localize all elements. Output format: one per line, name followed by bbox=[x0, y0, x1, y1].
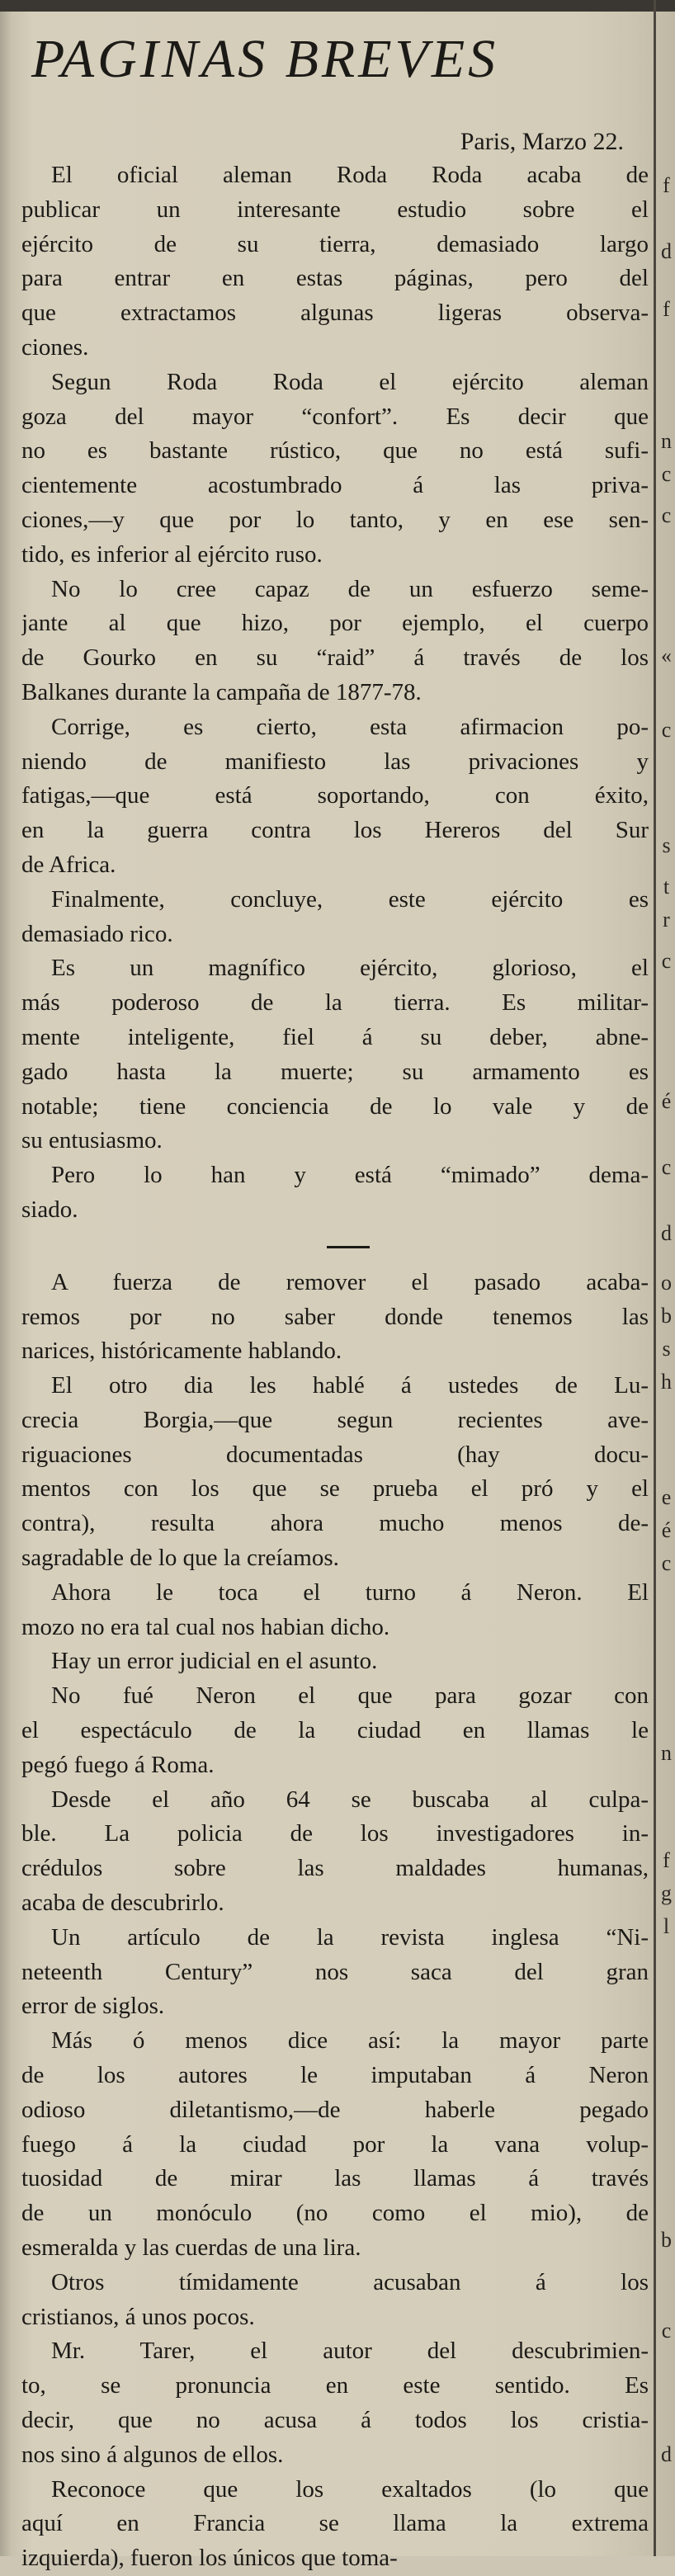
text-line: esmeralda y las cuerdas de una lira. bbox=[21, 2234, 361, 2262]
text-line: error de siglos. bbox=[21, 1993, 165, 2020]
margin-fragment: s bbox=[662, 1337, 671, 1361]
margin-fragment: c bbox=[661, 462, 672, 486]
text-line: No lo cree capaz de un esfuerzo seme- bbox=[51, 575, 649, 602]
paragraph bbox=[21, 2334, 649, 2472]
text-line: aquí en Francia se llama la extrema bbox=[21, 2510, 649, 2537]
text-line: en la guerra contra los Hereros del Sur bbox=[21, 817, 649, 844]
text-line: pegó fuego á Roma. bbox=[21, 1751, 215, 1778]
text-line: que extractamos algunas ligeras observa- bbox=[21, 300, 649, 327]
text-line: su entusiasmo. bbox=[21, 1127, 163, 1154]
text-line: El otro dia les hablé á ustedes de Lu- bbox=[51, 1372, 649, 1399]
text-line: de Africa. bbox=[21, 851, 116, 878]
margin-fragment: é bbox=[661, 1089, 672, 1113]
text-line: cientemente acostumbrado á las priva- bbox=[21, 472, 649, 499]
text-line: Mr. Tarer, el autor del descubrimien- bbox=[51, 2338, 649, 2365]
text-line: goza del mayor “confort”. Es decir que bbox=[21, 403, 649, 430]
margin-fragment: r bbox=[663, 908, 670, 932]
text-line: demasiado rico. bbox=[21, 920, 173, 947]
margin-fragment: é bbox=[661, 1518, 672, 1542]
text-line: Corrige, es cierto, esta afirmacion po- bbox=[51, 713, 649, 740]
text-line: para entrar en estas páginas, pero del bbox=[21, 265, 649, 292]
text-line: Desde el año 64 se buscaba al culpa- bbox=[51, 1786, 649, 1813]
text-line: de los autores le imputaban á Neron bbox=[21, 2062, 649, 2089]
paragraph bbox=[21, 951, 649, 1158]
text-line: Más ó menos dice así: la mayor parte bbox=[51, 2027, 649, 2055]
text-line: fuego á la ciudad por la vana volup- bbox=[21, 2130, 649, 2158]
text-line: Ahora le toca el turno á Neron. El bbox=[51, 1578, 649, 1606]
text-line: cristianos, á unos pocos. bbox=[21, 2303, 255, 2330]
margin-fragment: f bbox=[663, 1848, 670, 1872]
paragraph bbox=[21, 1921, 649, 2024]
text-line: Reconoce que los exaltados (lo que bbox=[51, 2475, 649, 2503]
section-rule bbox=[21, 1228, 649, 1266]
text-line: de Gourko en su “raid” á través de los bbox=[21, 644, 649, 672]
text-line: nos sino á algunos de ellos. bbox=[21, 2441, 284, 2468]
dateline: Paris, Marzo 22. bbox=[460, 128, 624, 155]
text-line: mente inteligente, fiel á su deber, abne- bbox=[21, 1023, 649, 1050]
text-line: decir, que no acusa á todos los cristia- bbox=[21, 2407, 649, 2433]
margin-fragment: e bbox=[661, 1485, 672, 1509]
margin-fragment: f bbox=[663, 297, 670, 321]
margin-fragment: d bbox=[661, 1221, 672, 1245]
text-line: Balkanes durante la campaña de 1877-78. bbox=[21, 678, 422, 705]
margin-fragment: c bbox=[661, 949, 672, 973]
paragraph bbox=[21, 1266, 649, 1369]
text-line: jante al que hizo, por ejemplo, el cuerpo bbox=[21, 610, 649, 637]
margin-fragment: b bbox=[661, 2228, 672, 2252]
text-line: sagradable de lo que la creíamos. bbox=[21, 1545, 339, 1572]
paragraph bbox=[21, 573, 649, 710]
text-line: gado hasta la muerte; su armamento es bbox=[21, 1058, 649, 1085]
article-body-part-two bbox=[21, 1266, 649, 2576]
text-line: ciones,—y que por lo tanto, y en ese sen- bbox=[21, 506, 649, 533]
margin-fragment: h bbox=[661, 1370, 672, 1394]
paragraph bbox=[21, 2024, 649, 2266]
paragraph bbox=[21, 158, 649, 366]
margin-fragment: t bbox=[663, 875, 670, 899]
text-line: remos por no saber donde tenemos las bbox=[21, 1303, 649, 1330]
text-line: más poderoso de la tierra. Es militar- bbox=[21, 989, 649, 1017]
text-line: Finalmente, concluye, este ejército es bbox=[51, 885, 649, 913]
margin-fragment: n bbox=[661, 429, 672, 453]
top-edge-strip bbox=[0, 0, 675, 12]
text-line: de un monóculo (no como el mio), de bbox=[21, 2200, 649, 2227]
text-line: ble. La policia de los investigadores in- bbox=[21, 1820, 649, 1847]
paragraph bbox=[21, 1576, 649, 1645]
text-line: mentos con los que se prueba el pró y el bbox=[21, 1475, 649, 1503]
text-line: No fué Neron el que para gozar con bbox=[51, 1682, 649, 1710]
text-line: notable; tiene conciencia de lo vale y de bbox=[21, 1092, 649, 1120]
margin-fragment: n bbox=[661, 1741, 672, 1765]
text-line: Es un magnífico ejército, glorioso, el bbox=[51, 955, 649, 982]
article-column bbox=[21, 12, 649, 2576]
paragraph bbox=[21, 366, 649, 573]
text-line: A fuerza de remover el pasado acaba- bbox=[51, 1268, 649, 1295]
article-body-part-one bbox=[21, 158, 649, 1228]
paragraph bbox=[21, 1369, 649, 1576]
paragraph bbox=[21, 2473, 649, 2576]
margin-fragment: l bbox=[663, 1914, 670, 1938]
paragraph bbox=[21, 1783, 649, 1921]
text-line: tido, es inferior al ejército ruso. bbox=[21, 540, 323, 568]
text-line: narices, históricamente hablando. bbox=[21, 1338, 342, 1365]
text-line: niendo de manifiesto las privaciones y bbox=[21, 748, 649, 775]
margin-fragment: d bbox=[661, 239, 672, 263]
text-line: crecia Borgia,—que segun recientes ave- bbox=[21, 1406, 649, 1433]
paragraph bbox=[21, 1679, 649, 1782]
margin-fragment: c bbox=[661, 2319, 672, 2342]
margin-fragment: c bbox=[661, 718, 672, 742]
text-line: Segun Roda Roda el ejército aleman bbox=[51, 368, 649, 395]
text-line: fatigas,—que está soportando, con éxito, bbox=[21, 782, 649, 809]
column-rule bbox=[654, 0, 656, 2556]
text-line: riguaciones documentadas (hay docu- bbox=[21, 1441, 649, 1468]
text-line: siado. bbox=[21, 1196, 78, 1223]
text-line: acaba de descubrirlo. bbox=[21, 1890, 224, 1917]
text-line: ejército de su tierra, demasiado largo bbox=[21, 230, 649, 257]
text-line: mozo no era tal cual nos habian dicho. bbox=[21, 1613, 390, 1640]
text-line: neteenth Century” nos saca del gran bbox=[21, 1958, 649, 1985]
article-title: PAGINAS BREVES bbox=[31, 29, 499, 89]
text-line: izquierda), fueron los únicos que toma- bbox=[21, 2545, 398, 2572]
paragraph bbox=[21, 710, 649, 883]
text-line: crédulos sobre las maldades humanas, bbox=[21, 1855, 649, 1882]
text-line: odioso diletantismo,—de haberle pegado bbox=[21, 2096, 649, 2123]
margin-fragment: g bbox=[661, 1881, 672, 1905]
margin-fragment: c bbox=[661, 1551, 672, 1575]
margin-fragment: o bbox=[661, 1271, 672, 1295]
margin-fragment: s bbox=[662, 833, 671, 857]
margin-fragment: « bbox=[661, 644, 672, 668]
margin-fragment: c bbox=[661, 1155, 672, 1179]
paragraph bbox=[21, 1158, 649, 1228]
text-line: el espectáculo de la ciudad en llamas le bbox=[21, 1717, 649, 1744]
margin-fragment: c bbox=[661, 503, 672, 527]
text-line: no es bastante rústico, que no está sufi- bbox=[21, 437, 649, 465]
text-line: tuosidad de mirar las llamas á través bbox=[21, 2165, 649, 2192]
margin-fragment: d bbox=[661, 2442, 672, 2466]
paragraph bbox=[21, 2266, 649, 2335]
text-line: El oficial aleman Roda Roda acaba de bbox=[51, 162, 649, 188]
text-line: Un artículo de la revista inglesa “Ni- bbox=[51, 1923, 649, 1951]
text-line: contra), resulta ahora mucho menos de- bbox=[21, 1510, 649, 1537]
adjacent-column-fragments bbox=[658, 0, 675, 2556]
paragraph bbox=[21, 883, 649, 952]
text-line: Pero lo han y está “mimado” dema- bbox=[51, 1162, 649, 1189]
text-line: Otros tímidamente acusaban á los bbox=[51, 2268, 649, 2295]
text-line: Hay un error judicial en el asunto. bbox=[51, 1648, 378, 1675]
margin-fragment: b bbox=[661, 1304, 672, 1328]
text-line: ciones. bbox=[21, 333, 89, 361]
margin-fragment: f bbox=[663, 173, 670, 197]
text-line: publicar un interesante estudio sobre el bbox=[21, 196, 649, 223]
text-line: to, se pronuncia en este sentido. Es bbox=[21, 2372, 649, 2399]
paragraph bbox=[21, 1644, 649, 1679]
